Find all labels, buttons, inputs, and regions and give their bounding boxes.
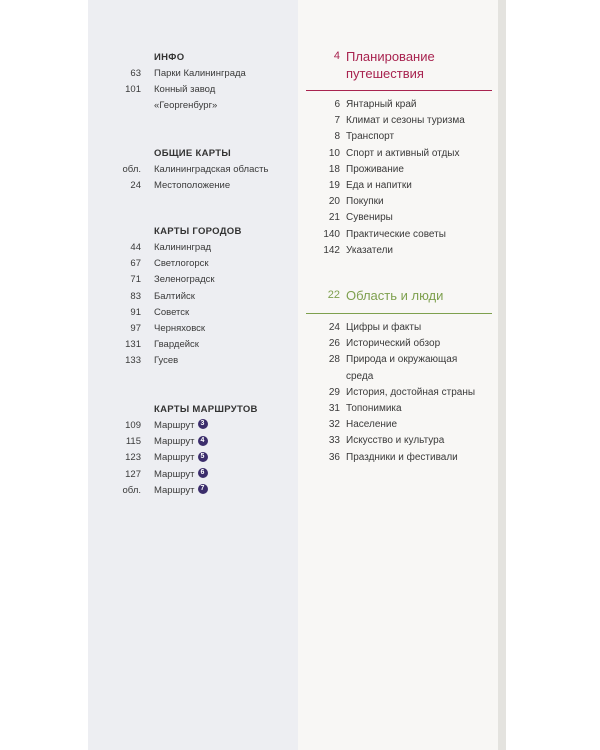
chapter-title: Область и люди — [346, 288, 444, 303]
entry-text: Праздники и фестивали — [346, 451, 458, 463]
page-number: 36 — [328, 451, 340, 463]
entry-text: Конный завод — [154, 84, 216, 96]
page-number: 131 — [125, 339, 141, 351]
chapter-page-number: 22 — [327, 289, 340, 301]
chapter-title: Планирование путешествия — [346, 49, 435, 81]
list-item[interactable] — [306, 352, 496, 368]
page-number: 133 — [125, 355, 141, 367]
list-item[interactable] — [306, 320, 496, 336]
entry-text: Цифры и факты — [346, 322, 422, 333]
entry-text: среда — [346, 370, 374, 382]
section-title: ИНФО — [154, 52, 185, 63]
entry-text: «Георгенбург» — [154, 100, 218, 112]
chapter-divider — [306, 90, 492, 91]
list-item[interactable] — [306, 401, 496, 417]
entry-text: Маршрут 5 — [154, 450, 208, 466]
list-item[interactable] — [306, 450, 496, 466]
list-item[interactable] — [306, 210, 496, 226]
entry-text: Население — [346, 419, 398, 431]
list-item[interactable] — [98, 353, 298, 369]
page-number: 83 — [130, 290, 141, 302]
page-number: 10 — [328, 147, 340, 159]
entry-text: Местоположение — [154, 180, 231, 192]
page-number: 7 — [334, 115, 340, 127]
entry-text: Маршрут 7 — [154, 483, 208, 499]
list-item[interactable] — [98, 450, 298, 466]
page-number: 127 — [125, 468, 141, 480]
entry-text: Маршрут 6 — [154, 467, 208, 483]
entry-text: Климат и сезоны туризма — [346, 115, 465, 127]
list-item[interactable] — [306, 146, 496, 162]
page-number: 109 — [125, 420, 141, 431]
entry-text: Природа и окружающая — [346, 354, 458, 366]
section-title: КАРТЫ МАРШРУТОВ — [154, 404, 258, 415]
page-number: 29 — [328, 386, 340, 398]
list-item[interactable] — [98, 467, 298, 483]
route-number-badge: 5 — [198, 452, 208, 462]
page-number: 8 — [334, 131, 340, 143]
page-edge — [498, 0, 506, 750]
entry-text: История, достойная страны — [346, 386, 476, 398]
list-item[interactable] — [306, 243, 496, 259]
page-number: 63 — [130, 68, 141, 79]
list-item[interactable] — [98, 434, 298, 450]
entry-text: Спорт и активный отдых — [346, 147, 460, 159]
entry-text: Практические советы — [346, 228, 446, 240]
page-number: 91 — [130, 306, 141, 318]
page-number: 142 — [323, 244, 340, 256]
page-number: 21 — [328, 212, 340, 224]
entry-text: Сувениры — [346, 212, 393, 224]
page-number: 67 — [130, 258, 141, 270]
list-item[interactable] — [306, 97, 496, 113]
entry-text: Советск — [154, 306, 190, 318]
list-item[interactable] — [306, 194, 496, 210]
page-number: 32 — [328, 419, 340, 431]
page-number: 26 — [328, 338, 340, 350]
entry-text: Проживание — [346, 163, 404, 175]
page-number: 97 — [130, 323, 141, 334]
page-number: обл. — [122, 484, 141, 496]
list-item[interactable] — [98, 256, 298, 272]
list-item[interactable] — [98, 483, 298, 499]
entry-text: Маршрут 4 — [154, 434, 208, 450]
page-number: 115 — [125, 436, 141, 448]
list-item[interactable] — [98, 66, 298, 82]
list-item[interactable] — [306, 113, 496, 129]
route-number-badge: 7 — [198, 484, 208, 494]
entry-text: Транспорт — [346, 131, 395, 143]
entry-text: Гвардейск — [154, 339, 199, 351]
page-number: 33 — [328, 435, 340, 447]
list-item[interactable] — [98, 337, 298, 353]
list-item[interactable] — [306, 385, 496, 401]
page-number: 71 — [130, 274, 141, 286]
page-number: 24 — [328, 322, 340, 333]
entry-text: Искусство и культура — [346, 435, 445, 447]
page-number: 140 — [323, 228, 340, 240]
list-item[interactable] — [98, 305, 298, 321]
page-number: 28 — [328, 354, 340, 366]
list-item[interactable] — [306, 336, 496, 352]
entry-text: Гусев — [154, 355, 179, 367]
page-number: 24 — [130, 180, 141, 192]
entry-text: Исторический обзор — [346, 338, 441, 350]
page-number: 6 — [334, 99, 340, 110]
list-item[interactable] — [306, 178, 496, 194]
entry-text: Балтийск — [154, 290, 195, 302]
list-item[interactable] — [98, 272, 298, 288]
route-number-badge: 3 — [198, 419, 208, 429]
entry-text: Указатели — [346, 244, 393, 256]
section-title: КАРТЫ ГОРОДОВ — [154, 226, 242, 237]
entry-text: Топонимика — [346, 403, 402, 414]
list-item[interactable] — [306, 369, 496, 385]
chapter-page-number: 4 — [333, 50, 340, 62]
entry-text: Еда и напитки — [346, 180, 412, 191]
entry-text: Маршрут 3 — [154, 418, 208, 434]
list-item[interactable] — [306, 227, 496, 243]
entry-text: Калининградская область — [154, 164, 269, 175]
section-title: ОБЩИЕ КАРТЫ — [154, 148, 231, 159]
route-number-badge: 4 — [198, 436, 208, 446]
list-item[interactable] — [98, 289, 298, 305]
entry-text: Покупки — [346, 196, 384, 208]
list-item[interactable] — [306, 162, 496, 178]
list-item[interactable] — [306, 417, 496, 433]
entry-text: Парки Калининграда — [154, 68, 246, 79]
page-number: обл. — [122, 164, 141, 175]
list-item[interactable] — [98, 98, 298, 114]
entry-text: Черняховск — [154, 323, 206, 334]
page-number: 18 — [328, 163, 340, 175]
page-number: 20 — [328, 196, 340, 208]
list-item[interactable] — [98, 321, 298, 337]
page-number: 101 — [125, 84, 141, 96]
page-number: 44 — [130, 242, 141, 253]
list-item[interactable] — [98, 240, 298, 256]
list-item[interactable] — [306, 433, 496, 449]
chapter-divider — [306, 313, 492, 314]
entry-text: Светлогорск — [154, 258, 209, 270]
route-number-badge: 6 — [198, 468, 208, 478]
entry-text: Калининград — [154, 242, 212, 253]
list-item[interactable] — [306, 129, 496, 145]
list-item[interactable] — [98, 162, 298, 178]
list-item[interactable] — [98, 82, 298, 98]
entry-text: Зеленоградск — [154, 274, 215, 286]
page-number: 123 — [125, 452, 141, 464]
page-number: 31 — [328, 403, 340, 414]
list-item[interactable] — [98, 418, 298, 434]
page-number: 19 — [328, 180, 340, 191]
list-item[interactable] — [98, 178, 298, 194]
entry-text: Янтарный край — [346, 99, 417, 110]
